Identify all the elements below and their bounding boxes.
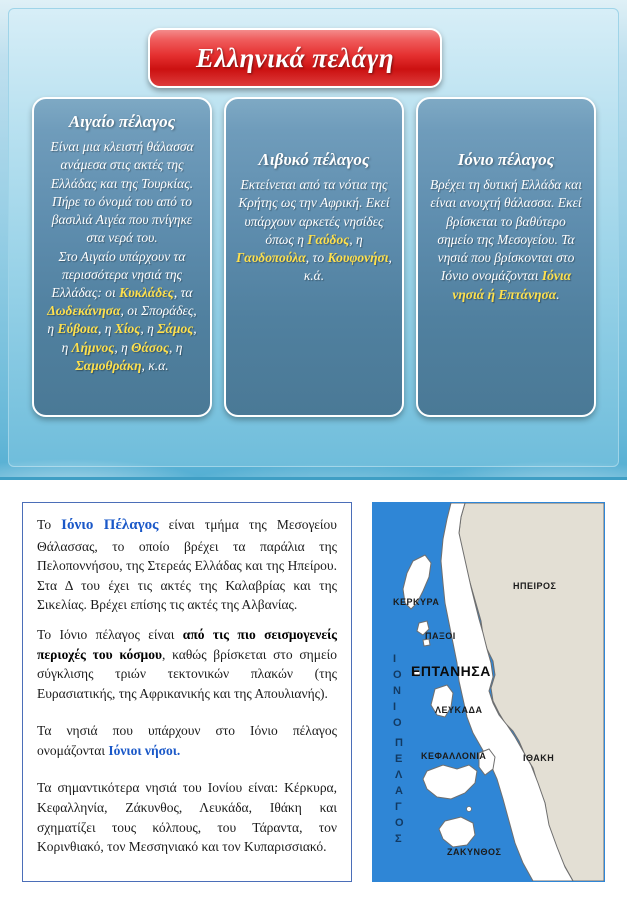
paragraph-2: Το Ιόνιο πέλαγος είναι από τις πιο σεισμογενείς περιοχές του κόσμου, καθώς βρίσκεται στο σημείο σύγκλισης τριών τεκτονικών πλακών (της Ευρασιατικής, της Αφρικανικής και της Απουλιανής). bbox=[37, 627, 337, 701]
card-aegean-body: Είναι μια κλειστή θάλασσα ανάμεσα στις ακτές της Ελλάδας και της Τουρκίας. Πήρε το όνομά του από το βασιλιά Αιγέα που πνίγηκε στα νερά του. Στο Αιγαίο υπάρχουν τα περισσότερα νησιά της Ελλάδας: οι Κυκλάδες, τα Δωδεκάνησα, οι Σποράδες, η Εύβοια, η Χίος, η Σάμος, η Λήμνος, η Θάσος, η Σαμοθράκη, κ.α. bbox=[47, 139, 197, 373]
card-libyan-sea bbox=[224, 97, 404, 417]
sea-label-letter-i: Ι bbox=[393, 653, 397, 665]
paragraph-4: Τα σημαντικότερα νησιά του Ιονίου είναι: Κέρκυρα, Κεφαλληνία, Ζάκυνθος, Λευκάδα, Ιθάκη και σχηματίζει τους κόλπους, του Τάραντα, τον Κορινθιακό, τον Μεσσηνιακό και τον Κυπαρισσιακό. bbox=[37, 780, 337, 855]
sea-label-letter-o3: Ο bbox=[395, 817, 404, 829]
card-aegean-heading: Αιγαίο πέλαγος bbox=[68, 112, 176, 131]
sea-label-letter-a: Α bbox=[395, 785, 403, 797]
map-svg bbox=[373, 503, 604, 881]
gavdopoula-highlight: Γαυδοπούλα bbox=[236, 250, 306, 266]
paragraph-1: Το Ιόνιο Πέλαγος είναι τμήμα της Μεσογείου Θάλασσας, το οποίο βρέχει τα παράλια της Πελοποννήσου, της Στερεάς Ελλάδας και της Ηπείρου. Στα Δ του έχει τις ακτές της Καλαβρίας και της Σικελίας. Βρέχει επίσης τις ακτές της Αλβανίας. bbox=[37, 517, 337, 613]
card-ionian-body: Βρέχει τη δυτική Ελλάδα και είναι ανοιχτή θάλασσα. Εκεί βρίσκεται το βαθύτερο σημείο της Μεσογείου. Τα νησιά που βρίσκονται στο Ιόνιο ονομάζονται Ιόνια νησιά ή Επτάνησα. bbox=[429, 177, 583, 302]
map-label-zakynthos: ΖΑΚΥΝΘΟΣ bbox=[447, 847, 502, 857]
map-label-ithaki: ΙΘΑΚΗ bbox=[523, 753, 555, 763]
sea-label-letter-e: Ε bbox=[395, 753, 403, 765]
ionian-islands-map bbox=[372, 502, 605, 882]
map-title-eptanisa: ΕΠΤΑΝΗΣΑ bbox=[411, 663, 491, 679]
sea-cards-container bbox=[32, 97, 597, 417]
evvoia-highlight: Εύβοια bbox=[57, 321, 98, 337]
sea-label-letter-o2: Ο bbox=[393, 717, 402, 729]
card-libyan-body: Εκτείνεται από τα νότια της Κρήτης ως την Αφρική. Εκεί υπάρχουν αρκετές νησίδες όπως η Γαύδος, η Γαυδοπούλα, το Κουφονήσι, κ.ά. bbox=[236, 177, 392, 284]
limnos-highlight: Λήμνος bbox=[71, 339, 115, 355]
ionian-sea-article-panel bbox=[0, 480, 627, 904]
card-libyan-heading: Λιβυκό πέλαγος bbox=[258, 150, 370, 169]
card-ionian-sea bbox=[416, 97, 596, 417]
sea-label-letter-s: Σ bbox=[395, 833, 402, 845]
dodekanisa-highlight: Δωδεκάνησα bbox=[47, 303, 121, 319]
sea-label-letter-i2: Ι bbox=[393, 701, 397, 713]
gavdos-highlight: Γαύδος bbox=[307, 231, 350, 247]
kyklades-highlight: Κυκλάδες bbox=[119, 285, 174, 300]
islet-2 bbox=[467, 807, 472, 812]
samos-highlight: Σάμος bbox=[157, 321, 194, 337]
map-label-kefallonia: ΚΕΦΑΛΛΟΝΙΑ bbox=[421, 751, 487, 761]
ionioi-nisoi-term: Ιόνιοι νήσοι. bbox=[108, 742, 181, 758]
sea-label-letter-n: Ν bbox=[393, 685, 401, 697]
sea-label-letter-g: Γ bbox=[395, 801, 402, 813]
map-label-lefkada: ΛΕΥΚΑΔΑ bbox=[435, 705, 483, 715]
samothraki-highlight: Σαμοθράκη bbox=[75, 357, 142, 373]
ionio-pelagos-term: Ιόνιο Πέλαγος bbox=[61, 517, 159, 533]
sea-label-letter-l: Λ bbox=[395, 769, 403, 781]
card-aegean-sea bbox=[32, 97, 212, 417]
map-label-paxoi: ΠΑΞΟΙ bbox=[425, 631, 456, 641]
map-label-kerkyra: ΚΕΡΚΥΡΑ bbox=[393, 597, 440, 607]
page-title: Ελληνικά πελάγη bbox=[195, 42, 395, 73]
article-text-box bbox=[22, 502, 352, 882]
sea-label-letter-o1: Ο bbox=[393, 669, 402, 681]
card-ionian-heading: Ιόνιο πέλαγος bbox=[457, 150, 555, 169]
seismogenis-term: από τις πιο σεισμογενείς περιοχές του κόσμου bbox=[37, 627, 337, 662]
koufonisi-highlight: Κουφονήσι bbox=[327, 250, 389, 266]
thasos-highlight: Θάσος bbox=[131, 339, 169, 355]
sea-label-letter-p: Π bbox=[395, 737, 403, 749]
infographic-title-banner bbox=[148, 28, 442, 88]
map-label-ipeiros: ΗΠΕΙΡΟΣ bbox=[513, 581, 557, 591]
ionia-nisia-highlight: Ιόνια νησιά ή Επτάνησα bbox=[452, 268, 572, 302]
paragraph-3: Τα νησιά που υπάρχουν στο Ιόνιο πέλαγος ονομάζονται Ιόνιοι νήσοι. bbox=[37, 723, 337, 758]
chios-highlight: Χίος bbox=[114, 321, 141, 337]
